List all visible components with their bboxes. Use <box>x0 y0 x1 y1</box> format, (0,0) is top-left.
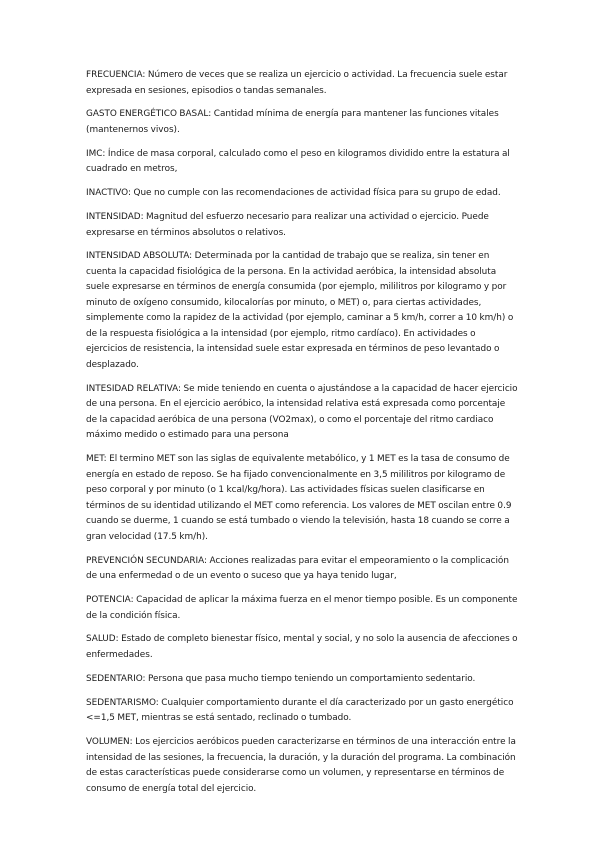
glossary-definition: Los ejercicios aeróbicos pueden caracterizarse en términos de una interacción entre la intensidad de las sesiones, la frecuencia, la duración, y la duración del programa. La combinación de estas características puede considerarse como un volumen, y representarse en términos de consumo de energía total del ejercicio. <box>86 737 516 794</box>
glossary-definition: Cualquier comportamiento durante el día caracterizado por un gasto energético <=1,5 MET, mientras se está sentado, reclinado o tumbado. <box>86 697 514 724</box>
glossary-separator: : <box>189 251 195 262</box>
glossary-term: INTENSIDAD <box>86 212 141 223</box>
glossary-definition: Capacidad de aplicar la máxima fuerza en el menor tiempo posible. Es un componente de la condición física. <box>86 595 518 621</box>
glossary-separator: : <box>115 634 122 645</box>
glossary-term: SALUD <box>86 634 116 645</box>
glossary-separator: : <box>130 595 137 606</box>
glossary-term: FRECUENCIA <box>86 70 143 80</box>
glossary-definition: Índice de masa corporal, calculado como el peso en kilogramos dividido entre la estatura al cuadrado en metros, <box>86 148 510 175</box>
glossary-list <box>86 68 518 805</box>
glossary-definition: Que no cumple con las recomendaciones de actividad física para su grupo de edad. <box>133 188 501 199</box>
glossary-separator: : <box>204 555 210 566</box>
glossary-separator: : <box>140 212 147 223</box>
glossary-definition: Persona que pasa mucho tiempo teniendo un comportamiento sedentario. <box>148 673 476 684</box>
glossary-definition: Acciones realizadas para evitar el empeoramiento o la complicación de una enfermedad o de un evento o suceso que ya haya tenido lugar, <box>86 555 509 582</box>
glossary-separator: : <box>142 70 148 80</box>
glossary-separator: : <box>208 109 214 120</box>
glossary-definition: Número de veces que se realiza un ejercicio o actividad. La frecuencia suele estar expresada en sesiones, episodios o tandas semanales. <box>86 70 508 96</box>
glossary-separator: : <box>155 697 162 708</box>
glossary-entry-frecuencia <box>86 68 518 99</box>
glossary-definition: Estado de completo bienestar físico, mental y social, y no solo la ausencia de afecciones o enfermedades. <box>86 634 518 660</box>
glossary-entry-intensidad-absoluta <box>86 249 518 373</box>
glossary-entry-prevencion-secundaria <box>86 554 518 585</box>
glossary-term: VOLUMEN <box>86 737 130 748</box>
glossary-separator: : <box>103 454 110 465</box>
glossary-entry-salud <box>86 632 518 663</box>
glossary-entry-inactivo <box>86 186 518 202</box>
glossary-definition: Cantidad mínima de energía para mantener las funciones vitales (mantenernos vivos). <box>86 109 499 135</box>
glossary-entry-imc <box>86 147 518 178</box>
glossary-term: POTENCIA <box>86 595 131 606</box>
glossary-entry-intesidad-relativa <box>86 382 518 444</box>
glossary-definition: Magnitud del esfuerzo necesario para realizar una actividad o ejercicio. Puede expresarse en términos absolutos o relativos. <box>86 212 489 238</box>
glossary-term: MET <box>86 454 104 465</box>
glossary-entry-volumen <box>86 735 518 797</box>
glossary-separator: : <box>102 148 108 159</box>
glossary-term: INACTIVO <box>86 188 128 199</box>
glossary-term: INTESIDAD RELATIVA <box>86 383 179 394</box>
glossary-term: SEDENTARIO <box>86 673 143 684</box>
glossary-entry-sedentarismo <box>86 696 518 727</box>
glossary-separator: : <box>178 383 184 394</box>
glossary-entry-gasto-energetico-basal <box>86 107 518 138</box>
glossary-separator: : <box>129 737 136 748</box>
glossary-term: INTENSIDAD ABSOLUTA <box>86 251 190 262</box>
glossary-separator: : <box>128 188 134 199</box>
glossary-term: IMC <box>86 148 103 159</box>
glossary-definition: Se mide teniendo en cuenta o ajustándose a la capacidad de hacer ejercicio de una persona. En el ejercicio aeróbico, la intensidad relativa está expresada como porcentaje de la capacidad aeróbica de una persona (VO2max), o como el porcentaje del ritmo cardiaco máximo medido o estimado para una persona <box>86 383 518 441</box>
glossary-definition: Determinada por la cantidad de trabajo que se realiza, sin tener en cuenta la capacidad fisiológica de la persona. En la actividad aeróbica, la intensidad absoluta suele expresarse en términos de energía consumida (por ejemplo, mililitros por kilogramo y por minuto de oxígeno consumido, kilocalorías por minuto, o MET) o, para ciertas actividades, simplemente como la rapidez de la actividad (por ejemplo, caminar a 5 km/h, correr a 10 km/h) o de la respuesta fisiológica a la intensidad (por ejemplo, ritmo cardíaco). En actividades o ejercicios de resistencia, la intensidad suele estar expresada en términos de peso levantado o desplazado. <box>86 251 514 370</box>
glossary-term: GASTO ENERGÉTICO BASAL <box>86 109 209 120</box>
glossary-separator: : <box>142 673 149 684</box>
glossary-entry-sedentario <box>86 672 518 688</box>
glossary-entry-met <box>86 452 518 545</box>
glossary-term: PREVENCIÓN SECUNDARIA <box>86 555 205 566</box>
glossary-definition: El termino MET son las siglas de equivalente metabólico, y 1 MET es la tasa de consumo de energía en estado de reposo. Se ha fijado convencionalmente en 3,5 mililitros por kilogramo de peso corporal y por minuto (o 1 kcal/kg/hora). Las actividades físicas suelen clasificarse en términos de su identidad utilizando el MET como referencia. Los valores de MET oscilan entre 0.9 cuando se duerme, 1 cuando se está tumbado o viendo la televisión, hasta 18 cuando se corre a gran velocidad (17.5 km/h). <box>86 454 512 542</box>
glossary-entry-intensidad <box>86 210 518 241</box>
glossary-entry-potencia <box>86 593 518 624</box>
glossary-term: SEDENTARISMO <box>86 697 156 708</box>
